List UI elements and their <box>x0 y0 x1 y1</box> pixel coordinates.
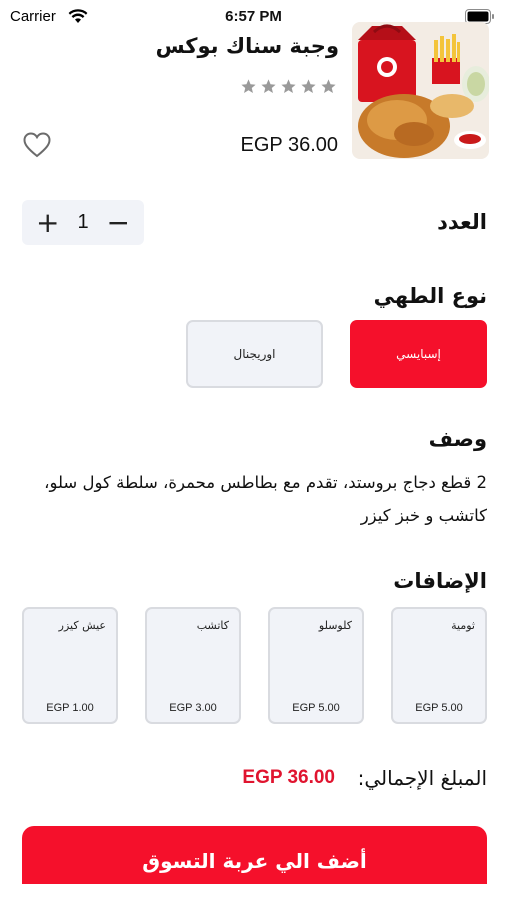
addon-card[interactable] <box>145 607 241 724</box>
product-price: EGP 36.00 <box>240 134 338 156</box>
decrement-button[interactable]: − <box>106 205 130 239</box>
quantity-label: العدد <box>437 210 487 234</box>
star-icon <box>280 78 297 95</box>
quantity-value: 1 <box>77 211 89 233</box>
cooking-type-label: نوع الطهي <box>373 284 487 308</box>
addon-name: ثومية <box>451 619 475 632</box>
bottom-edge <box>0 884 507 900</box>
addon-card[interactable] <box>268 607 364 724</box>
increment-button[interactable]: + <box>36 205 60 239</box>
star-icon <box>260 78 277 95</box>
product-title: وجبة سناك بوكس <box>155 34 339 58</box>
addons-label: الإضافات <box>393 569 487 593</box>
cooking-option-original[interactable]: اوريجنال <box>186 320 323 388</box>
heart-icon[interactable] <box>23 132 51 158</box>
add-to-cart-button[interactable]: أضف الي عربة التسوق <box>22 826 487 896</box>
total-value: EGP 36.00 <box>242 767 335 788</box>
star-icon <box>240 78 257 95</box>
carrier-label: Carrier <box>10 8 56 25</box>
star-icon <box>320 78 337 95</box>
total-label: المبلغ الإجمالي: <box>357 766 487 790</box>
addon-card[interactable] <box>22 607 118 724</box>
description-text: 2 قطع دجاج بروستد، تقدم مع بطاطس محمرة، سلطة كول سلو، كاتشب و خبز كيزر <box>44 473 487 525</box>
product-image <box>352 22 489 159</box>
addon-name: كلوسلو <box>318 619 352 632</box>
quantity-stepper <box>22 200 144 245</box>
addon-price: EGP 5.00 <box>415 702 463 714</box>
addon-price: EGP 1.00 <box>46 702 94 714</box>
addon-card[interactable] <box>391 607 487 724</box>
clock: 6:57 PM <box>225 8 282 25</box>
addon-price: EGP 3.00 <box>169 702 217 714</box>
description-label: وصف <box>428 427 487 451</box>
addon-name: عيش كيزر <box>58 619 106 632</box>
cooking-option-spicy[interactable]: إسبايسي <box>350 320 487 388</box>
rating-stars <box>240 78 337 95</box>
star-icon <box>300 78 317 95</box>
addon-name: كاتشب <box>196 619 229 632</box>
addon-price: EGP 5.00 <box>292 702 340 714</box>
